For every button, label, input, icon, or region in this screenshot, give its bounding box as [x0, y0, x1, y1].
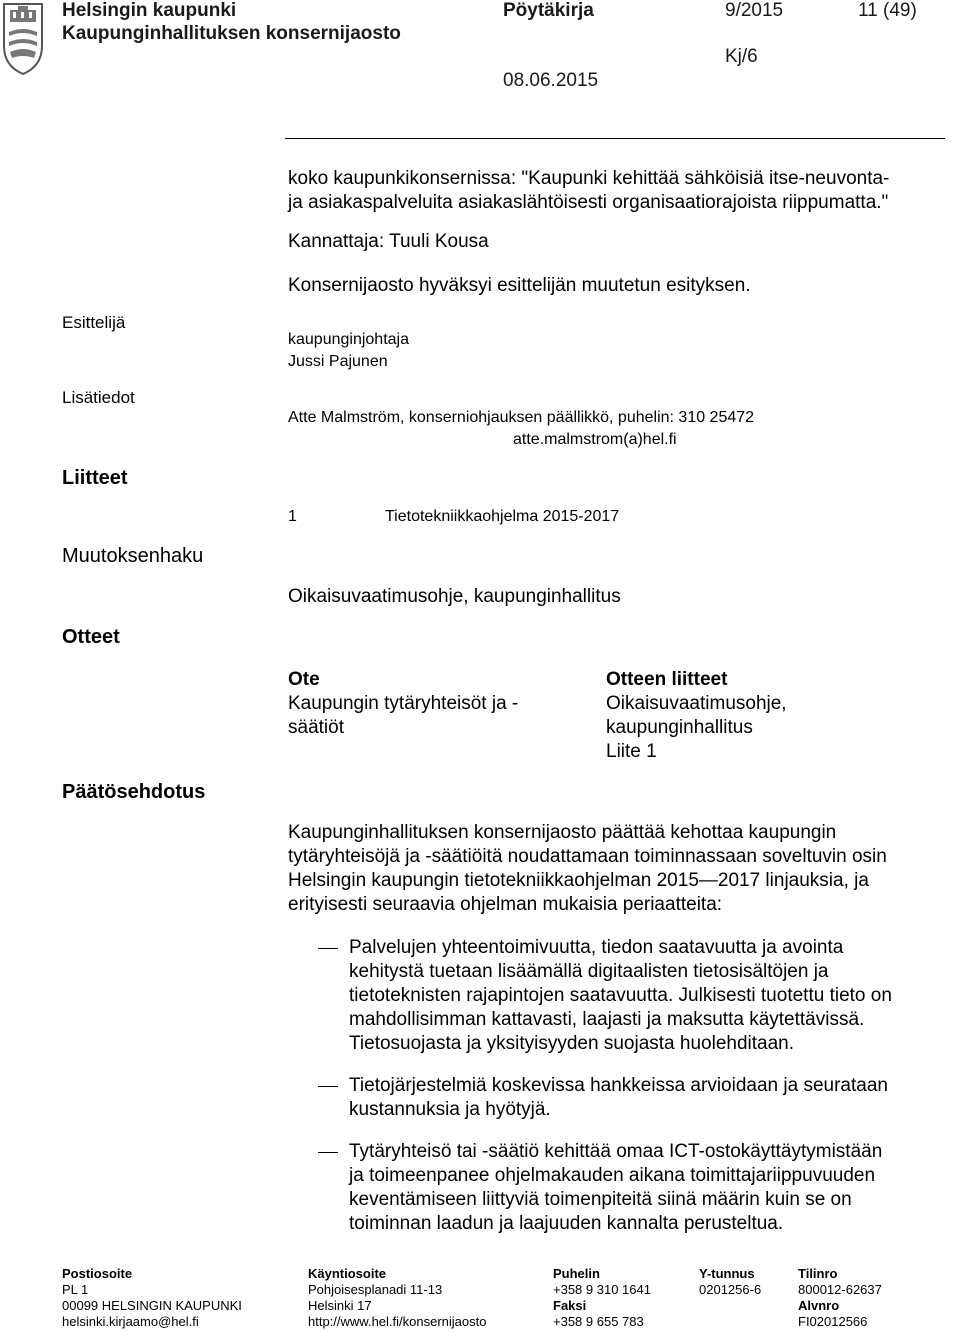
decision: Konsernijaosto hyväksyi esittelijän muutetun esityksen. — [288, 275, 751, 296]
bullet-dash — [318, 948, 338, 949]
attachment-number: 1 — [288, 508, 297, 525]
bullet-line: kehitystä tuetaan lisäämällä digitaalisten tietosisältöjen ja — [349, 961, 829, 982]
footer-puhelin-head: Puhelin — [553, 1266, 600, 1281]
label-lisatiedot: Lisätiedot — [62, 388, 135, 407]
footer-ytunnus-head: Y-tunnus — [699, 1266, 755, 1281]
proposal-line: tytäryhteisöjä ja -säätiöitä noudattamaan toiminnassaan soveltuvin osin — [288, 846, 887, 867]
header-doc-no: 9/2015 — [725, 0, 784, 21]
footer-kayntiosoite — [308, 1266, 486, 1330]
footer-faksi-l3: +358 9 655 783 — [553, 1314, 644, 1329]
footer-postiosoite-l1: PL 1 — [62, 1282, 89, 1297]
appeal-text: Oikaisuvaatimusohje, kaupunginhallitus — [288, 586, 621, 607]
extract-col2-line3: Liite 1 — [606, 741, 657, 762]
bullet-line: tietoteknisten rajapintojen saatavuutta. Julkisesti tuotettu tieto on — [349, 985, 892, 1006]
bullet-dash — [318, 1152, 338, 1153]
header-date: 08.06.2015 — [503, 70, 599, 91]
footer-email-link[interactable]: helsinki.kirjaamo@hel.fi — [62, 1314, 199, 1329]
header-page: 11 (49) — [858, 0, 917, 21]
extract-col2-line1: Oikaisuvaatimusohje, — [606, 693, 787, 714]
bullet-line: Palvelujen yhteentoimivuutta, tiedon saatavuutta ja avointa — [349, 937, 844, 958]
footer-alvnro-head: Alvnro — [798, 1298, 840, 1313]
presenter-title: kaupunginjohtaja — [288, 331, 409, 348]
header-doc-type: Pöytäkirja — [503, 0, 594, 21]
footer-website-link[interactable]: http://www.hel.fi/konsernijaosto — [308, 1314, 487, 1329]
contact-line1: Atte Malmström, konserniohjauksen päällikkö, puhelin: 310 25472 — [288, 409, 755, 426]
supporter: Kannattaja: Tuuli Kousa — [288, 231, 489, 252]
footer-kayntiosoite-l2: Helsinki 17 — [308, 1298, 372, 1313]
header-section: Kj/6 — [725, 46, 758, 67]
bullet-line: ja toimeenpanee ohjelmakauden aikana toimittajariippuvuuden — [349, 1165, 876, 1186]
footer-tilinro — [798, 1266, 882, 1330]
proposal-line: Kaupunginhallituksen konsernijaosto päättää kehottaa kaupungin — [288, 822, 837, 843]
bullet-line: mahdollisimman kattavasti, laajasti ja maksutta käytettävissä. — [349, 1009, 865, 1030]
footer-postiosoite-head: Postiosoite — [62, 1266, 133, 1281]
footer-postiosoite-l2: 00099 HELSINGIN KAUPUNKI — [62, 1298, 242, 1313]
footer-faksi-head: Faksi — [553, 1298, 587, 1313]
bullet-line: toiminnan laadun ja laajuuden kannalta perusteltua. — [349, 1213, 784, 1234]
intro-line1: koko kaupunkikonsernissa: "Kaupunki kehittää sähköisiä itse-neuvonta- — [288, 168, 890, 189]
extract-col2-head: Otteen liitteet — [606, 669, 728, 690]
footer-tilinro-head: Tilinro — [798, 1266, 838, 1281]
extract-col1-head: Ote — [288, 669, 320, 690]
header-body: Kaupunginhallituksen konsernijaosto — [62, 23, 401, 44]
label-esittelija: Esittelijä — [62, 313, 126, 332]
label-paatosehdotus: Päätösehdotus — [62, 781, 206, 803]
footer-kayntiosoite-head: Käyntiosoite — [308, 1266, 387, 1281]
contact-email: atte.malmstrom(a)hel.fi — [513, 431, 677, 448]
proposal-line: erityisesti seuraavia ohjelman mukaisia periaatteita: — [288, 894, 723, 915]
footer-postiosoite — [62, 1266, 242, 1330]
presenter-name: Jussi Pajunen — [288, 353, 388, 370]
footer-tilinro-l1: 800012-62637 — [798, 1282, 882, 1297]
attachment-title: Tietotekniikkaohjelma 2015-2017 — [385, 508, 620, 525]
footer-kayntiosoite-l1: Pohjoisesplanadi 11-13 — [308, 1282, 443, 1297]
intro-line2: ja asiakaspalveluita asiakaslähtöisesti organisaatiorajoista riippumatta." — [288, 192, 889, 213]
extract-col1-line1: Kaupungin tytäryhteisöt ja - — [288, 693, 519, 714]
label-muutoksenhaku: Muutoksenhaku — [62, 545, 204, 567]
bullet-line: Tietosuojasta ja yksityisyyden suojasta huolehditaan. — [349, 1033, 794, 1054]
footer-ytunnus-l1: 0201256-6 — [699, 1282, 762, 1297]
extract-col2-line2: kaupunginhallitus — [606, 717, 753, 738]
extract-col1-line2: säätiöt — [288, 717, 344, 738]
proposal-line: Helsingin kaupungin tietotekniikkaohjelman 2015—2017 linjauksia, ja — [288, 870, 869, 891]
label-otteet: Otteet — [62, 626, 120, 648]
city-crest-logo — [0, 0, 46, 76]
bullet-line: keventämiseen liittyviä toimenpiteitä siinä määrin kuin se on — [349, 1189, 852, 1210]
footer-alvnro-l3: FI02012566 — [798, 1314, 868, 1329]
footer-ytunnus — [699, 1266, 761, 1298]
footer-puhelin-l1: +358 9 310 1641 — [553, 1282, 651, 1297]
bullet-line: Tytäryhteisö tai -säätiö kehittää omaa ICT-ostokäyttäytymistään — [349, 1141, 883, 1162]
label-liitteet: Liitteet — [62, 467, 128, 489]
bullet-line: kustannuksia ja hyötyjä. — [349, 1099, 551, 1120]
footer-puhelin — [553, 1266, 651, 1330]
bullet-dash — [318, 1086, 338, 1087]
header-rule — [285, 138, 945, 139]
header-city: Helsingin kaupunki — [62, 0, 237, 21]
bullet-line: Tietojärjestelmiä koskevissa hankkeissa arvioidaan ja seurataan — [349, 1075, 888, 1096]
